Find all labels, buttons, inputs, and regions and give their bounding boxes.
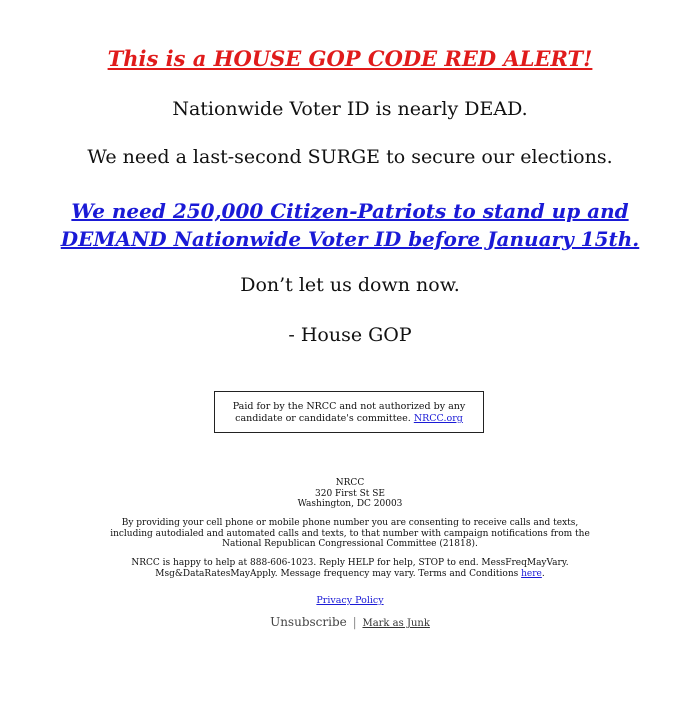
privacy-row [0, 595, 700, 606]
disclaimer-text-2: candidate or candidate's committee. [235, 413, 411, 424]
paid-for-disclaimer-box [214, 391, 484, 433]
signature: - House GOP [288, 324, 412, 346]
help-text-block [100, 558, 600, 579]
terms-link[interactable]: here [521, 568, 542, 579]
privacy-policy-link[interactable]: Privacy Policy [316, 595, 384, 606]
street-address: 320 First St SE [315, 488, 385, 499]
alert-heading: This is a HOUSE GOP CODE RED ALERT! [107, 46, 593, 71]
city-address: Washington, DC 20003 [297, 499, 403, 509]
cta-line-1[interactable]: We need 250,000 Citizen-Patriots to stand up and [71, 199, 629, 223]
help-text: NRCC is happy to help at 888-606-1023. Reply HELP for help, STOP to end. MessFreqMayVary. Msg&DataRatesMayApply. Message frequency may vary. Terms and Conditions [131, 558, 569, 579]
mailing-address [0, 478, 700, 510]
consent-text: By providing your cell phone or mobile phone number you are consenting to receive calls and texts, including autodialed and automated calls and texts, to that number with campaign notifications from the National Republican Congressional Committee (21818). [110, 518, 590, 549]
terms-end: . [541, 568, 545, 579]
surge-line: We need a last-second SURGE to secure our elections. [87, 146, 613, 168]
unsubscribe-row [0, 615, 700, 629]
unsubscribe-link[interactable]: Unsubscribe [270, 615, 347, 629]
nrcc-org-link[interactable]: NRCC.org [413, 413, 463, 424]
mark-as-junk-link[interactable]: Mark as Junk [362, 618, 430, 629]
disclaimer-text-1: Paid for by the NRCC and not authorized by any [232, 401, 466, 412]
separator: | [352, 615, 357, 629]
dont-let-us-down-line: Don’t let us down now. [240, 274, 460, 296]
cta-line-2[interactable]: DEMAND Nationwide Voter ID before January 15th. [60, 227, 640, 251]
org-name: NRCC [335, 478, 365, 488]
voter-id-line: Nationwide Voter ID is nearly DEAD. [172, 98, 528, 120]
cta-link[interactable] [40, 197, 660, 253]
